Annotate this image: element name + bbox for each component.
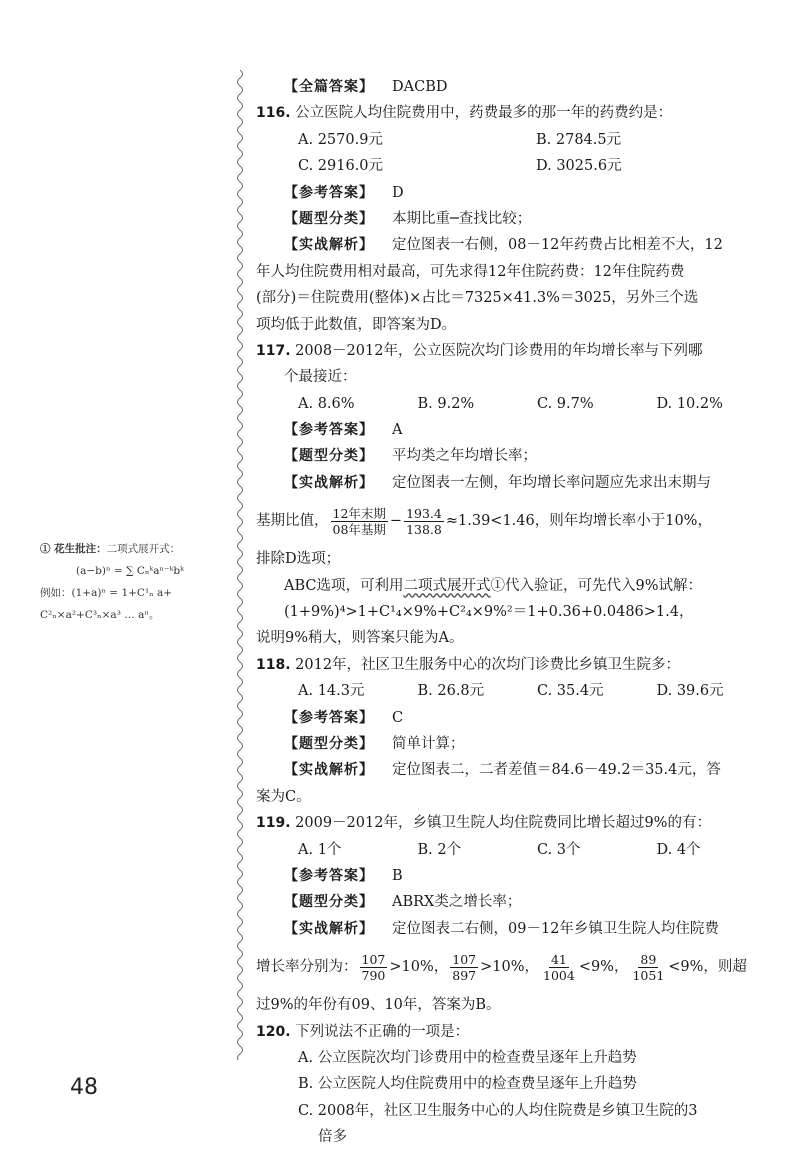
question-117: 117. 2008－2012年，公立医院次均门诊费用的年均增长率与下列哪: [256, 342, 703, 359]
q117-explanation-5: (1+9%)⁴>1+C¹₄×9%+C²₄×9%²＝1+0.36+0.0486>1.4，: [284, 604, 694, 621]
fraction-2012: $\frac{89}{1051}$: [632, 951, 665, 983]
question-118: 118. 2012年，社区卫生服务中心的次均门诊费比乡镇卫生院多：: [256, 656, 681, 673]
q116-type: 【题型分类】 本期比重─查找比较；: [284, 210, 532, 227]
q119-explanation-2: 增长率分别为： $\frac{107}{790}$ >10%， $\frac{107}{897}$ >10%， $\frac{41}{1004}$ <9%， $\frac{89}{1051}$ <9%，则超: [256, 951, 747, 983]
q116-explanation-2: 年人均住院费用相对最高，可先求得12年住院药费：12年住院药费: [256, 263, 685, 280]
page-number: 48: [70, 1075, 98, 1100]
question-117-cont: 个最接近：: [284, 369, 357, 386]
q119-option-d: D. 4个: [656, 841, 701, 858]
question-116: 116. 公立医院人均住院费用中，药费最多的那一年的药费约是：: [256, 105, 673, 122]
q117-option-b: B. 9.2%: [417, 395, 475, 412]
q117-explanation-4: ABC选项，可利用二项式展开式①代入验证，可先代入9%试解：: [284, 577, 703, 594]
q119-option-a: A. 1个: [298, 841, 342, 858]
q117-answer: 【参考答案】 A: [284, 422, 403, 439]
q116-option-b: B. 2784.5元: [536, 131, 622, 148]
side-note: [40, 538, 228, 626]
q117-explanation-3: 排除D选项；: [256, 551, 341, 568]
q117-option-d: D. 10.2%: [656, 395, 723, 412]
binomial-expansion-link: 二项式展开式: [403, 577, 491, 594]
side-note-title: ① 花生批注：: [40, 543, 107, 555]
q119-option-b: B. 2个: [417, 841, 462, 858]
q120-option-c-cont: 倍多: [318, 1129, 347, 1146]
side-note-example1: 例如：(1+a)ⁿ = 1+C¹ₙ a+: [40, 587, 173, 599]
q118-option-b: B. 26.8元: [417, 683, 485, 700]
q117-explanation-2: 基期比值， $\frac{\text{12年末期}}{\text{08年基期}}$ − $\frac{193.4}{138.8}$ ≈1.39<1.46，则年均增长率小于10%，: [256, 505, 712, 537]
q118-option-d: D. 39.6元: [656, 683, 724, 700]
q116-answer: 【参考答案】 D: [284, 184, 404, 201]
fraction-value-ratio: $\frac{193.4}{138.8}$: [406, 505, 442, 537]
side-note-formula: (a−b)ⁿ = ∑ Cₙᵏaⁿ⁻ᵏbᵏ: [76, 565, 184, 577]
q119-options: [256, 837, 776, 863]
q118-explanation-2: 案为C。: [256, 788, 311, 805]
q118-option-c: C. 35.4元: [537, 683, 604, 700]
q117-explanation-1: 【实战解析】 定位图表一左侧，年均增长率问题应先求出末期与: [284, 474, 711, 491]
q120-option-c: C. 2008年，社区卫生服务中心的人均住院费是乡镇卫生院的3: [298, 1102, 698, 1119]
q116-option-d: D. 3025.6元: [536, 158, 622, 175]
margin-wavy-rule: [228, 70, 252, 1060]
fraction-2009: $\frac{107}{790}$: [361, 951, 386, 983]
q117-options: [256, 391, 776, 417]
q116-option-a: A. 2570.9元: [298, 131, 383, 148]
q119-explanation-1: 【实战解析】 定位图表二右侧，09－12年乡镇卫生院人均住院费: [284, 920, 719, 937]
q118-type: 【题型分类】 简单计算；: [284, 735, 465, 752]
q120-option-b: B. 公立医院人均住院费用中的检查费呈逐年上升趋势: [298, 1076, 637, 1093]
full-answer-line: 【全篇答案】 DACBD: [284, 79, 448, 95]
q118-answer: 【参考答案】 C: [284, 709, 404, 726]
q118-options: [256, 678, 776, 704]
question-119: 119. 2009－2012年，乡镇卫生院人均住院费同比增长超过9%的有：: [256, 815, 711, 832]
fraction-2010: $\frac{107}{897}$: [452, 951, 477, 983]
side-note-example2: C²ₙ×a²+C³ₙ×a³ … aⁿ。: [40, 609, 160, 621]
q116-explanation-1: 【实战解析】 定位图表一右侧，08－12年药费占比相差不大，12: [284, 237, 723, 254]
q119-option-c: C. 3个: [537, 841, 581, 858]
q118-option-a: A. 14.3元: [298, 683, 365, 700]
side-note-line1: 二项式展开式：: [106, 543, 181, 555]
q120-option-a: A. 公立医院次均门诊费用中的检查费呈逐年上升趋势: [298, 1049, 637, 1066]
q119-explanation-3: 过9%的年份有09、10年，答案为B。: [256, 997, 501, 1014]
main-content: [256, 74, 776, 1150]
q116-options-row1: [256, 127, 776, 153]
fraction-2011: $\frac{41}{1004}$: [543, 951, 575, 983]
q116-options-row2: [256, 153, 776, 179]
q117-option-a: A. 8.6%: [298, 395, 355, 412]
q118-explanation-1: 【实战解析】 定位图表二，二者差值＝84.6－49.2＝35.4元，答: [284, 762, 721, 779]
question-120: 120. 下列说法不正确的一项是：: [256, 1023, 470, 1040]
q119-answer: 【参考答案】 B: [284, 867, 403, 884]
q117-option-c: C. 9.7%: [537, 395, 594, 412]
q119-type: 【题型分类】 ABRX类之增长率；: [284, 894, 522, 911]
q116-option-c: C. 2916.0元: [298, 158, 384, 175]
q117-type: 【题型分类】 平均类之年均增长率；: [284, 448, 537, 465]
q117-explanation-6: 说明9%稍大，则答案只能为A。: [256, 630, 464, 647]
fraction-period-ratio: $\frac{\text{12年末期}}{\text{08年基期}}$: [332, 505, 386, 537]
q116-explanation-4: 项均低于此数值，即答案为D。: [256, 316, 457, 333]
q116-explanation-3: (部分)＝住院费用(整体)×占比＝7325×41.3%＝3025，另外三个选: [256, 290, 699, 307]
